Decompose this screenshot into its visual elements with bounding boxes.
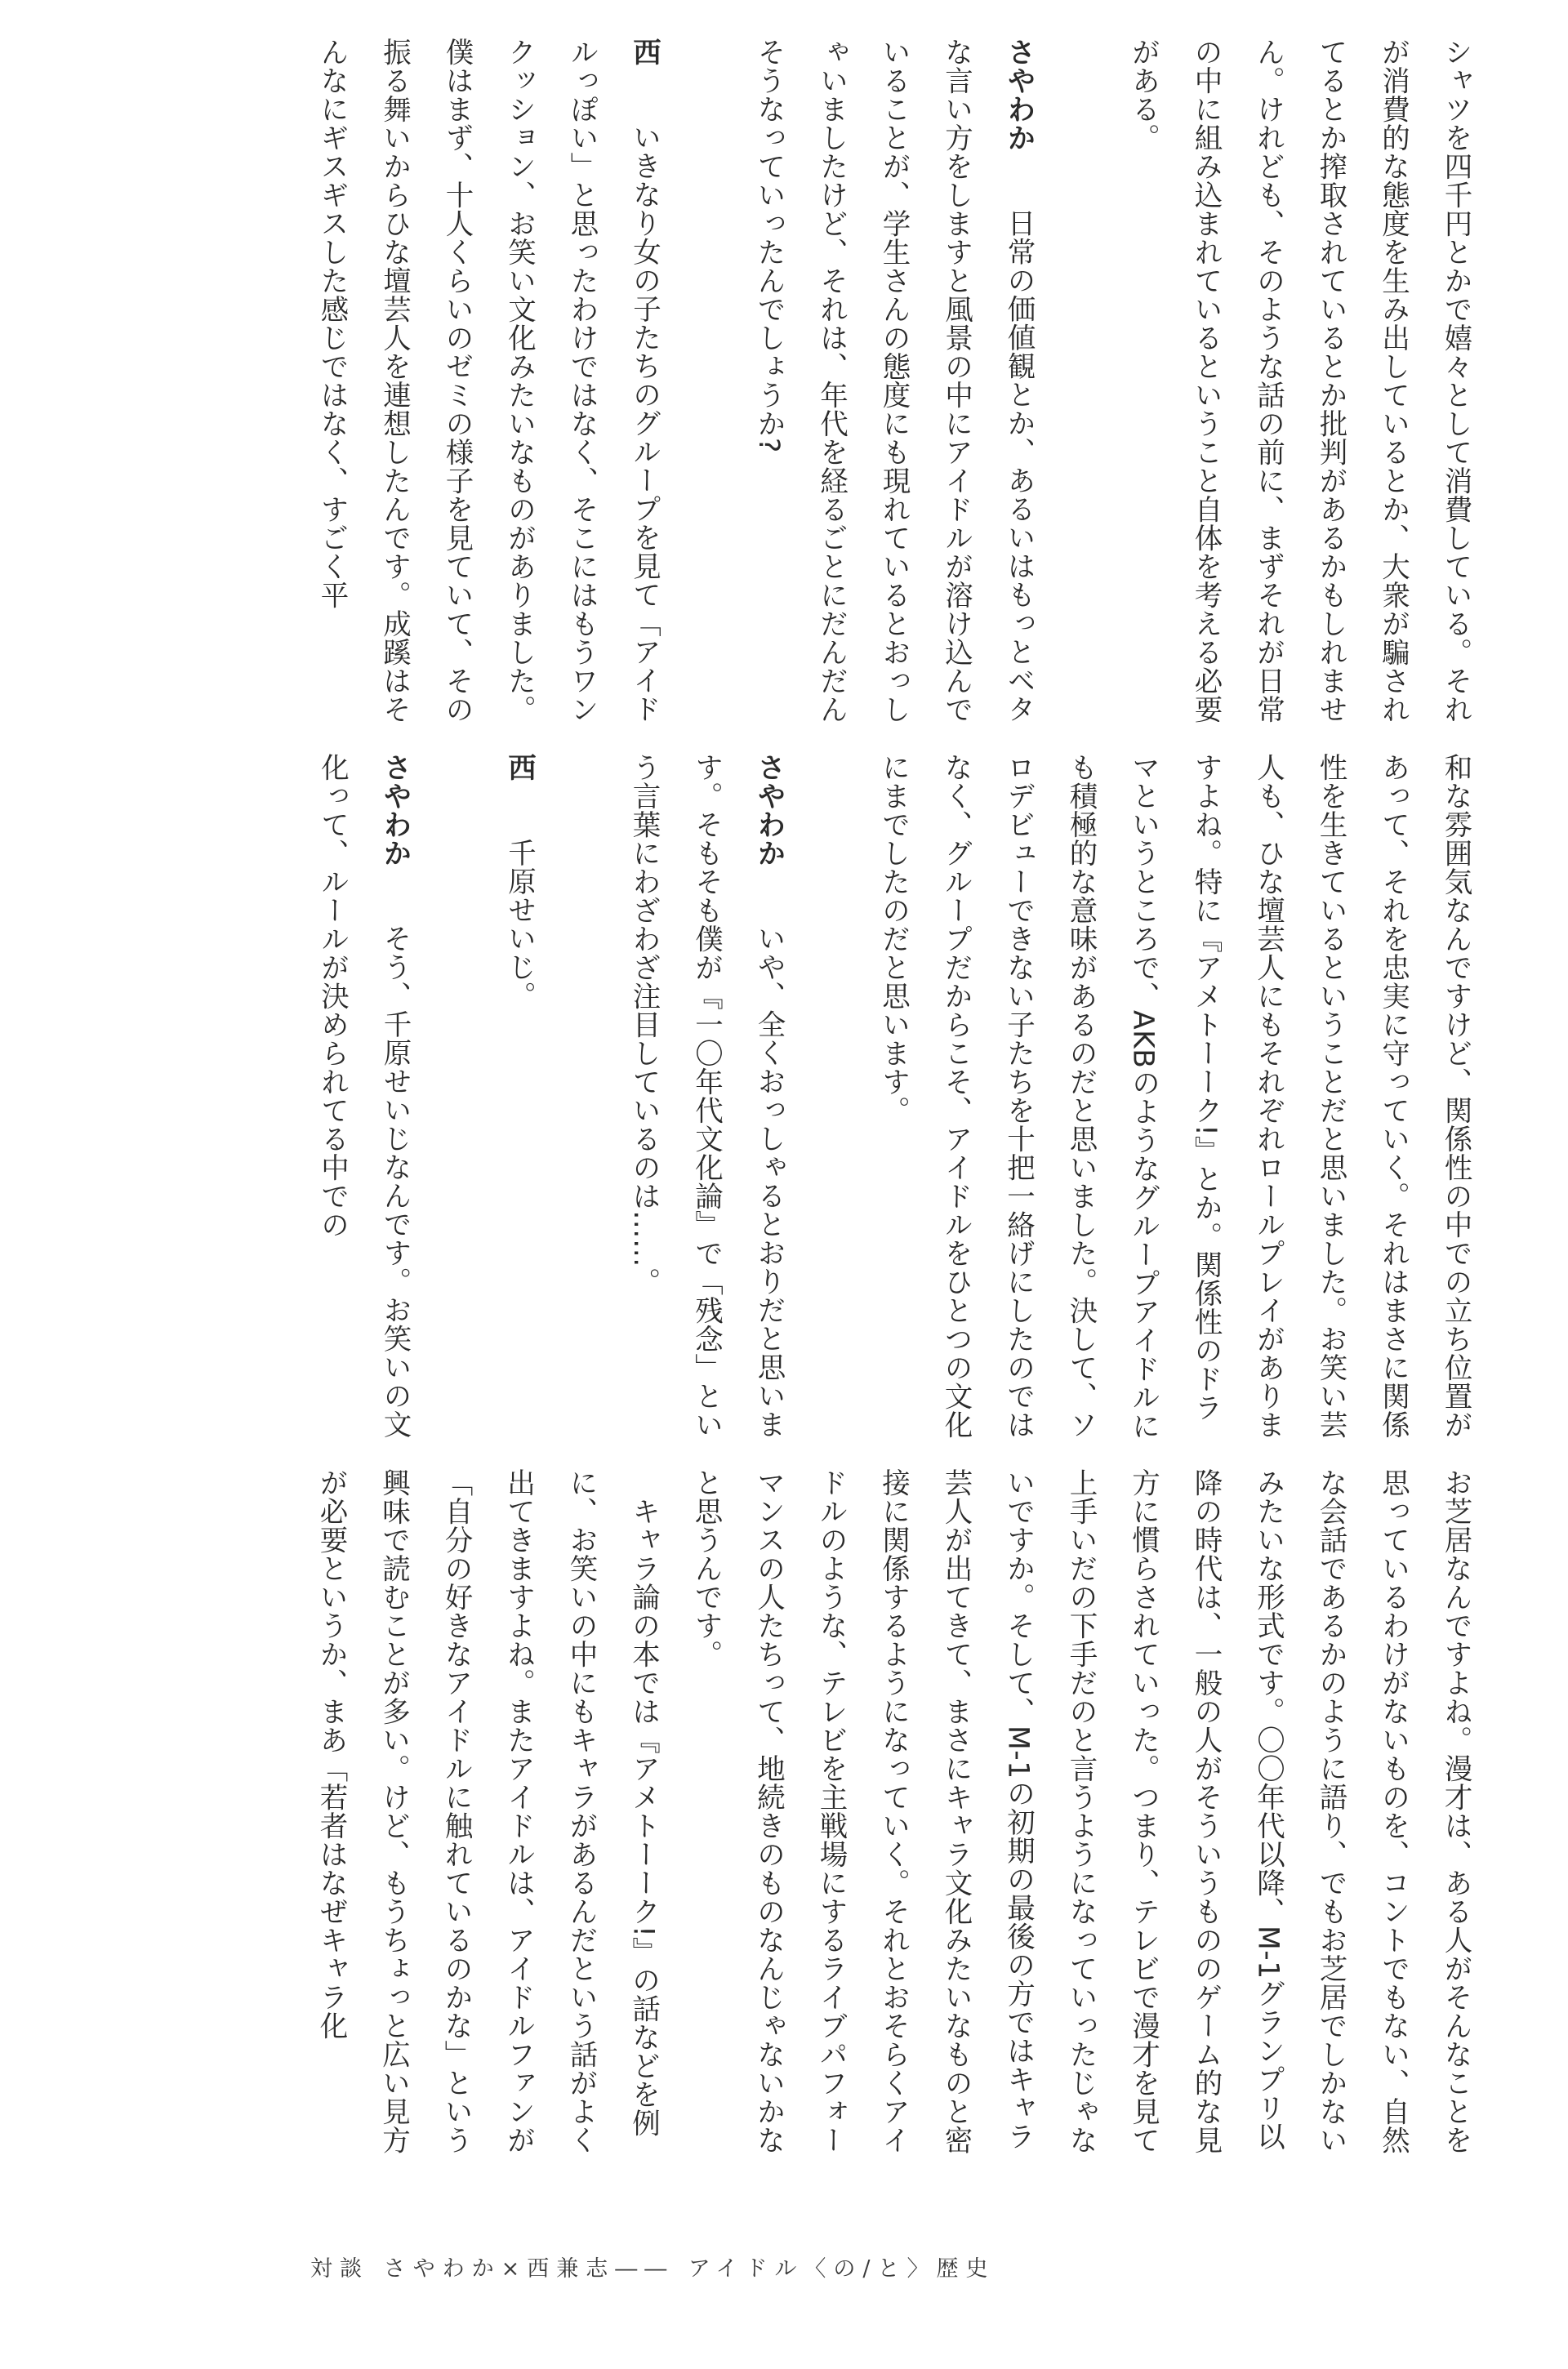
- dialogue-paragraph: [612, 753, 800, 1447]
- continuation-paragraph: [862, 753, 1486, 1447]
- paragraph-text: 和な雰囲気なんですけど、関係性の中での立ち位置があって、それを忠実に守っていく。それはまさに関係性を生きているということだと思いました。お笑い芸人も、ひな壇芸人にもそれぞれロールプレイがありますよね。特に『アメトーーク!』とか。関係性のドラマというところで、AKBのようなグループアイドルにも積極的な意味があるのだと思いました。決して、ソロデビューできない子たちを十把一絡げにしたのではなく、グループだからこそ、アイドルをひとつの文化にまでしたのだと思います。: [876, 753, 1472, 1441]
- continuation-paragraph: [300, 1468, 675, 2162]
- continuation-paragraph: [1111, 38, 1486, 724]
- speaker-spacer: [800, 753, 862, 1447]
- paragraph-text: 日常の価値観とか、あるいはもっとベタな言い方をしますと風景の中にアイドルが溶け込んでいることが、学生さんの態度にも現れているとおっしゃいましたけど、それは、年代を経るごとにだんだんそうなっていったんでしょうか?: [752, 38, 1035, 724]
- speaker-name: さやわか: [752, 753, 785, 867]
- speaker-name: さやわか: [378, 753, 411, 867]
- continuation-paragraph: [675, 1468, 1487, 2162]
- speaker-space: [378, 896, 411, 924]
- speaker-spacer: [1049, 38, 1111, 724]
- paragraph-text: そう、千原せいじなんです。お笑いの文化って、ルールが決められてる中での: [315, 753, 411, 1439]
- speaker-space: [1002, 180, 1035, 209]
- speaker-space: [752, 896, 785, 924]
- dialogue-paragraph: [301, 753, 425, 1447]
- speaker-spacer: [425, 753, 488, 1447]
- speaker-spacer: [675, 38, 737, 724]
- paragraph-text: いや、全くおっしゃるとおりだと思います。そもそも僕が『一〇年代文化論』で「残念」という言葉にわざわざ注目しているのは……。: [627, 753, 785, 1439]
- text-tier-top: [131, 38, 1486, 724]
- paragraph-text: お芝居なんですよね。漫才は、ある人がそんなことを思っているわけがないものを、コントでもない、自然な会話であるかのように語り、でもお芝居でしかないみたいな形式です。〇〇年代以降、M-1グランプリ以降の時代は、一般の人がそういうもののゲーム的な見方に慣らされていった。つまり、テレビで漫才を見て上手いだの下手だのと言うようになっていったじゃないですか。そして、M-1の初期の最後の方ではキャラ芸人が出てきて、まさにキャラ文化みたいなものと密接に関係するようになっていく。それとおそらくアイドルのような、テレビを主戦場にするライブパフォーマンスの人たちって、地続きのものなんじゃないかなと思うんです。: [689, 1468, 1472, 2154]
- text-tier-bottom: [131, 1468, 1486, 2162]
- paragraph-text: 千原せいじ。: [502, 838, 536, 1010]
- speaker-name: さやわか: [1002, 38, 1035, 152]
- paragraph-text: いきなり女の子たちのグループを見て「アイドルっぽい」と思ったわけではなく、そこにはもうワンクッション、お笑い文化みたいなものがありました。僕はまず、十人くらいのゼミの様子を見ていて、その振る舞いからひな壇芸人を連想したんです。成蹊はそんなにギスギスした感じではなく、すごく平: [315, 38, 661, 724]
- dialogue-paragraph: [737, 38, 1050, 724]
- running-footer: 対談 さやわか×西兼志―― アイドル〈の/と〉歴史: [310, 2256, 996, 2282]
- speaker-spacer: [550, 753, 612, 1447]
- dialogue-paragraph: [301, 38, 675, 724]
- speaker-space: [628, 95, 661, 123]
- paragraph-text: キャラ論の本では『アメトーーク!』の話などを例に、お笑いの中にもキャラがあるんだという話がよく出てきますよね。またアイドルは、アイドルファンが「自分の好きなアイドルに触れているのかな」という興味で読むことが多い。けど、もうちょっと広い見方が必要というか、まあ「若者はなぜキャラ化: [314, 1468, 660, 2154]
- speaker-name: 西: [627, 38, 661, 66]
- speaker-space: [503, 810, 536, 839]
- text-tier-middle: [131, 753, 1486, 1447]
- dialogue-paragraph: [488, 753, 550, 1447]
- speaker-name: 西: [502, 753, 536, 782]
- paragraph-text: シャツを四千円とかで嬉々として消費している。それが消費的な態度を生み出しているとか、大衆が騙されてるとか搾取されているとか批判があるかもしれません。けれども、そのような話の前に、まずそれが日常の中に組み込まれているということ自体を考える必要がある。: [1126, 38, 1472, 724]
